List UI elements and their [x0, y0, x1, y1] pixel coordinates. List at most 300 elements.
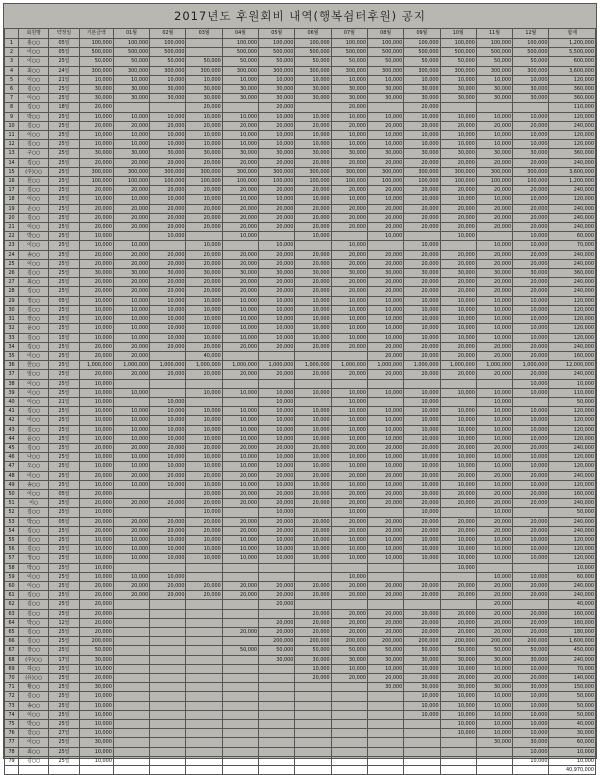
table-cell: 10,000 — [476, 425, 512, 434]
table-cell — [113, 637, 149, 646]
table-cell: 20,000 — [79, 499, 113, 508]
table-cell: 25일 — [49, 241, 79, 250]
table-cell — [222, 756, 258, 765]
table-cell: 54 — [5, 526, 19, 535]
table-cell: 10,000 — [513, 379, 549, 388]
table-cell — [113, 646, 149, 655]
table-row — [5, 259, 596, 268]
table-cell — [295, 738, 331, 747]
table-cell: 10,000 — [79, 701, 113, 710]
table-row — [5, 39, 596, 48]
table-cell: 50,000 — [476, 646, 512, 655]
table-cell: 43 — [5, 425, 19, 434]
table-cell: 10,000 — [513, 315, 549, 324]
table-cell: 100,000 — [113, 39, 149, 48]
table-cell — [367, 729, 403, 738]
table-cell — [150, 388, 186, 397]
table-cell: 10,000 — [404, 535, 440, 544]
table-row — [5, 618, 596, 627]
table-cell — [440, 738, 476, 747]
column-header: 02월 — [150, 29, 186, 39]
table-cell — [222, 600, 258, 609]
table-cell: 10,000 — [79, 710, 113, 719]
table-cell: 10,000 — [222, 112, 258, 121]
table-cell: 10,000 — [150, 131, 186, 140]
table-cell: 1,000,000 — [513, 361, 549, 370]
table-cell: 박○○ — [19, 618, 49, 627]
table-cell: 25일 — [49, 158, 79, 167]
table-cell: 300,000 — [513, 66, 549, 75]
table-cell: 10,000 — [549, 747, 596, 756]
table-cell: 200,000 — [367, 637, 403, 646]
table-cell — [113, 701, 149, 710]
table-row — [5, 351, 596, 360]
table-cell: 120,000 — [549, 333, 596, 342]
table-cell: 10,000 — [79, 195, 113, 204]
table-cell: 500,000 — [113, 48, 149, 57]
table-cell: 10,000 — [513, 462, 549, 471]
table-cell — [113, 628, 149, 637]
table-cell: 10,000 — [440, 416, 476, 425]
table-cell: 10,000 — [476, 710, 512, 719]
table-cell: 75 — [5, 720, 19, 729]
table-cell: 10,000 — [476, 508, 512, 517]
table-cell — [186, 701, 222, 710]
table-cell: 10,000 — [79, 112, 113, 121]
table-cell: 10,000 — [222, 453, 258, 462]
table-cell: 10,000 — [440, 407, 476, 416]
table-cell: 50,000 — [259, 646, 295, 655]
table-cell: 10,000 — [79, 305, 113, 314]
table-cell: 10,000 — [222, 388, 258, 397]
table-row — [5, 517, 596, 526]
table-cell: 정○○ — [19, 554, 49, 563]
table-cell: 10,000 — [150, 333, 186, 342]
table-cell: 20,000 — [150, 186, 186, 195]
table-cell: 20,000 — [259, 259, 295, 268]
table-cell: 20,000 — [113, 517, 149, 526]
table-cell: 20,000 — [513, 158, 549, 167]
table-cell — [150, 710, 186, 719]
table-cell — [404, 232, 440, 241]
table-cell — [367, 600, 403, 609]
table-cell: 20,000 — [331, 342, 367, 351]
total-cell — [404, 766, 440, 775]
table-cell: 20,000 — [476, 351, 512, 360]
table-cell: 20,000 — [404, 526, 440, 535]
table-cell — [404, 563, 440, 572]
header-row — [5, 29, 596, 39]
table-cell: 300,000 — [440, 66, 476, 75]
table-cell — [113, 683, 149, 692]
table-cell: 20,000 — [295, 499, 331, 508]
table-cell — [186, 747, 222, 756]
table-cell: 25일 — [49, 720, 79, 729]
table-cell: 김○○ — [19, 637, 49, 646]
table-cell: 25일 — [49, 287, 79, 296]
table-cell: 20,000 — [367, 250, 403, 259]
table-cell: 30 — [5, 305, 19, 314]
table-cell: 20,000 — [440, 158, 476, 167]
table-cell: 홍○○ — [19, 39, 49, 48]
table-cell: 30,000 — [476, 683, 512, 692]
table-cell: 11 — [5, 131, 19, 140]
table-cell: 10,000 — [150, 305, 186, 314]
table-cell: 20,000 — [513, 618, 549, 627]
table-cell: 김○○ — [19, 692, 49, 701]
table-cell: 10,000 — [150, 572, 186, 581]
table-cell: 1,200,000 — [549, 39, 596, 48]
table-cell — [150, 756, 186, 765]
table-cell: 10,000 — [222, 195, 258, 204]
table-cell: 박○○ — [19, 517, 49, 526]
table-cell: 160,000 — [549, 609, 596, 618]
table-row — [5, 333, 596, 342]
table-cell: 10,000 — [367, 425, 403, 434]
table-cell: 05일 — [49, 517, 79, 526]
table-cell: 20,000 — [79, 489, 113, 498]
table-cell: 박○○ — [19, 720, 49, 729]
table-cell: 10,000 — [440, 434, 476, 443]
table-cell: 360,000 — [549, 85, 596, 94]
table-row — [5, 324, 596, 333]
table-row — [5, 241, 596, 250]
table-cell: 이○○ — [19, 223, 49, 232]
table-cell — [367, 738, 403, 747]
table-cell: 10,000 — [404, 701, 440, 710]
table-cell: 10,000 — [404, 462, 440, 471]
table-cell: 10,000 — [79, 664, 113, 673]
table-cell: 20,000 — [404, 278, 440, 287]
table-cell: 10,000 — [440, 720, 476, 729]
table-cell — [367, 379, 403, 388]
table-cell: 30,000 — [222, 94, 258, 103]
table-cell: 10,000 — [331, 462, 367, 471]
table-cell: 20,000 — [186, 250, 222, 259]
table-cell: 240,000 — [549, 121, 596, 130]
table-cell: 10,000 — [513, 664, 549, 673]
table-cell — [150, 720, 186, 729]
table-cell: 10,000 — [259, 131, 295, 140]
table-cell: 10,000 — [367, 434, 403, 443]
table-cell: 77 — [5, 738, 19, 747]
table-cell: 20,000 — [79, 278, 113, 287]
table-cell: 20,000 — [513, 250, 549, 259]
table-cell: 20,000 — [295, 278, 331, 287]
table-cell: 20,000 — [404, 618, 440, 627]
table-cell: 20,000 — [150, 499, 186, 508]
total-cell — [476, 766, 512, 775]
table-cell: 25일 — [49, 591, 79, 600]
table-cell: 황○○ — [19, 683, 49, 692]
table-cell: 10,000 — [440, 535, 476, 544]
table-cell: 20,000 — [513, 351, 549, 360]
table-cell: 10,000 — [440, 112, 476, 121]
table-cell — [150, 351, 186, 360]
table-cell — [440, 747, 476, 756]
table-row — [5, 223, 596, 232]
table-cell: 13 — [5, 149, 19, 158]
table-cell: 50 — [5, 489, 19, 498]
table-cell: 10,000 — [186, 305, 222, 314]
table-cell — [150, 738, 186, 747]
table-cell: 20,000 — [331, 204, 367, 213]
total-cell — [367, 766, 403, 775]
donation-table — [4, 28, 596, 775]
table-cell: 10,000 — [295, 324, 331, 333]
table-cell: 10,000 — [367, 75, 403, 84]
table-cell: 20,000 — [513, 489, 549, 498]
table-cell: 30,000 — [79, 269, 113, 278]
table-cell: 10,000 — [367, 333, 403, 342]
table-cell: 25일 — [49, 747, 79, 756]
table-cell: 30,000 — [513, 738, 549, 747]
table-cell: 20,000 — [440, 278, 476, 287]
total-cell — [113, 766, 149, 775]
table-cell: 10,000 — [513, 710, 549, 719]
table-cell — [150, 664, 186, 673]
table-cell: 30,000 — [331, 149, 367, 158]
table-cell: 10,000 — [513, 131, 549, 140]
table-cell: 김○○ — [19, 425, 49, 434]
table-cell — [113, 729, 149, 738]
table-cell: 05일 — [49, 489, 79, 498]
table-cell: 120,000 — [549, 416, 596, 425]
column-header: 07월 — [331, 29, 367, 39]
table-cell: 25일 — [49, 167, 79, 176]
table-cell — [186, 232, 222, 241]
table-cell: 40,000 — [549, 600, 596, 609]
table-cell: 18 — [5, 195, 19, 204]
table-cell — [440, 379, 476, 388]
table-cell: 10,000 — [113, 296, 149, 305]
table-cell — [295, 729, 331, 738]
table-cell: 30,000 — [513, 85, 549, 94]
table-cell: 300,000 — [79, 66, 113, 75]
table-cell: 30,000 — [259, 655, 295, 664]
table-cell: 20,000 — [79, 443, 113, 452]
table-cell: 20,000 — [440, 204, 476, 213]
table-cell: 17 — [5, 186, 19, 195]
table-cell: 500,000 — [331, 48, 367, 57]
table-cell: 10,000 — [404, 296, 440, 305]
total-cell — [440, 766, 476, 775]
table-cell: 3,600,000 — [549, 167, 596, 176]
table-cell: 20,000 — [79, 103, 113, 112]
table-cell: 10,000 — [513, 388, 549, 397]
table-cell: 60,000 — [549, 572, 596, 581]
table-row — [5, 397, 596, 406]
table-cell: 21일 — [49, 397, 79, 406]
table-cell: 50,000 — [549, 397, 596, 406]
table-cell: 10,000 — [440, 701, 476, 710]
table-row — [5, 186, 596, 195]
table-cell — [222, 655, 258, 664]
table-cell: 20,000 — [476, 581, 512, 590]
table-cell: 10,000 — [513, 232, 549, 241]
table-cell: 20,000 — [222, 278, 258, 287]
table-cell: 30,000 — [549, 729, 596, 738]
table-cell: 10,000 — [113, 480, 149, 489]
table-cell: 61 — [5, 591, 19, 600]
table-cell: 20,000 — [440, 342, 476, 351]
table-cell: 3,600,000 — [549, 66, 596, 75]
table-cell: 30,000 — [222, 85, 258, 94]
table-cell: 20,000 — [259, 158, 295, 167]
table-cell: 05일 — [49, 296, 79, 305]
table-cell: 30,000 — [79, 85, 113, 94]
table-cell: 10,000 — [295, 112, 331, 121]
table-cell: 25일 — [49, 370, 79, 379]
table-cell: 10,000 — [295, 545, 331, 554]
table-cell: 나○○ — [19, 453, 49, 462]
table-cell — [113, 710, 149, 719]
table-cell: 10,000 — [440, 232, 476, 241]
column-header: 합계 — [549, 29, 596, 39]
table-cell: 30,000 — [186, 94, 222, 103]
table-cell — [222, 683, 258, 692]
table-cell: 한○○ — [19, 361, 49, 370]
table-cell: 장○○ — [19, 315, 49, 324]
table-cell: 30,000 — [113, 269, 149, 278]
table-cell: 25일 — [49, 140, 79, 149]
table-cell: 20,000 — [79, 674, 113, 683]
table-cell: 20,000 — [440, 259, 476, 268]
table-cell: 25일 — [49, 57, 79, 66]
table-row — [5, 305, 596, 314]
table-cell: 20,000 — [259, 628, 295, 637]
table-cell: 25일 — [49, 480, 79, 489]
table-cell: 20,000 — [404, 223, 440, 232]
table-cell: 10,000 — [404, 453, 440, 462]
table-cell: 10,000 — [150, 434, 186, 443]
table-cell — [186, 572, 222, 581]
table-cell: 20,000 — [476, 259, 512, 268]
table-cell: 20,000 — [79, 526, 113, 535]
table-cell: 10,000 — [150, 112, 186, 121]
table-cell: 180,000 — [549, 628, 596, 637]
table-cell: 20,000 — [79, 581, 113, 590]
table-cell: 25일 — [49, 462, 79, 471]
table-cell: 20,000 — [331, 628, 367, 637]
table-cell: 20,000 — [331, 517, 367, 526]
table-cell: 20,000 — [367, 351, 403, 360]
table-cell — [259, 701, 295, 710]
table-cell: 10,000 — [150, 75, 186, 84]
table-cell: 50,000 — [259, 57, 295, 66]
table-cell: 20,000 — [404, 471, 440, 480]
table-cell: 240,000 — [549, 471, 596, 480]
table-cell: 100,000 — [404, 177, 440, 186]
table-cell: 73 — [5, 701, 19, 710]
table-cell: 50,000 — [404, 646, 440, 655]
table-cell: 20,000 — [367, 609, 403, 618]
table-cell: 10,000 — [295, 388, 331, 397]
table-cell: 25일 — [49, 250, 79, 259]
table-cell: 이○○ — [19, 738, 49, 747]
table-row — [5, 701, 596, 710]
table-cell: 10,000 — [113, 195, 149, 204]
table-cell: 50,000 — [186, 57, 222, 66]
table-cell: 10,000 — [476, 545, 512, 554]
table-cell: 200,000 — [440, 637, 476, 646]
table-cell: 50,000 — [367, 646, 403, 655]
table-cell: 450,000 — [549, 646, 596, 655]
table-cell: 10,000 — [549, 379, 596, 388]
table-cell: 20,000 — [113, 223, 149, 232]
table-cell — [150, 508, 186, 517]
table-cell: 이○○ — [19, 241, 49, 250]
table-cell: 600,000 — [549, 57, 596, 66]
table-cell: 300,000 — [113, 167, 149, 176]
table-cell: 30,000 — [259, 149, 295, 158]
table-cell: 30,000 — [295, 94, 331, 103]
table-cell: 20,000 — [186, 278, 222, 287]
table-cell: 20,000 — [513, 443, 549, 452]
table-row — [5, 269, 596, 278]
table-cell: 20,000 — [476, 278, 512, 287]
table-cell: 30,000 — [186, 149, 222, 158]
table-cell: 10,000 — [259, 508, 295, 517]
table-cell: 10,000 — [513, 333, 549, 342]
table-cell: 10,000 — [476, 407, 512, 416]
column-header: 09월 — [404, 29, 440, 39]
table-cell: 20,000 — [295, 204, 331, 213]
column-header: 기본금액 — [79, 29, 113, 39]
table-cell: 120,000 — [549, 140, 596, 149]
table-cell: 30,000 — [113, 149, 149, 158]
table-cell: 10,000 — [186, 535, 222, 544]
table-row — [5, 250, 596, 259]
table-cell: 30,000 — [331, 94, 367, 103]
table-cell: 10,000 — [513, 545, 549, 554]
table-cell — [186, 720, 222, 729]
column-header: 03월 — [186, 29, 222, 39]
table-cell: 240,000 — [549, 223, 596, 232]
table-cell: 500,000 — [476, 48, 512, 57]
table-cell: 500,000 — [367, 48, 403, 57]
table-cell: 200,000 — [79, 637, 113, 646]
table-cell: 20,000 — [513, 591, 549, 600]
table-cell: 100,000 — [404, 39, 440, 48]
table-cell: 장○○ — [19, 646, 49, 655]
table-cell: 20,000 — [150, 204, 186, 213]
table-cell: 10,000 — [295, 664, 331, 673]
table-row — [5, 370, 596, 379]
table-cell: 100,000 — [79, 39, 113, 48]
total-cell — [19, 766, 49, 775]
table-cell: 10,000 — [259, 535, 295, 544]
table-cell: 10,000 — [367, 324, 403, 333]
table-cell: 120,000 — [549, 535, 596, 544]
table-cell: 50,000 — [549, 710, 596, 719]
table-cell — [331, 756, 367, 765]
table-cell: 1,000,000 — [113, 361, 149, 370]
table-row — [5, 232, 596, 241]
table-cell: 10,000 — [259, 545, 295, 554]
table-cell: 500,000 — [404, 48, 440, 57]
table-cell: 20,000 — [476, 628, 512, 637]
table-cell: 10,000 — [476, 554, 512, 563]
table-cell: 10,000 — [513, 692, 549, 701]
table-row — [5, 756, 596, 765]
table-cell: 10,000 — [476, 75, 512, 84]
table-cell — [513, 508, 549, 517]
table-cell: 25일 — [49, 664, 79, 673]
table-cell: 300,000 — [150, 66, 186, 75]
table-cell: 20,000 — [259, 223, 295, 232]
table-cell — [367, 747, 403, 756]
